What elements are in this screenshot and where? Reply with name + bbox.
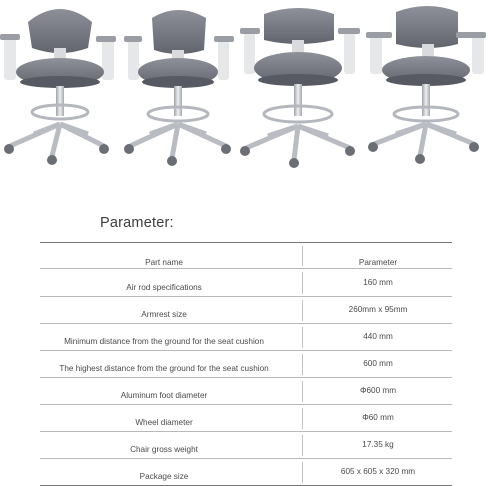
- column-separator: [302, 462, 303, 483]
- table-rule: [40, 296, 452, 297]
- row-value: Φ600 mm: [359, 386, 397, 395]
- row-value: 605 x 605 x 320 mm: [340, 467, 416, 476]
- column-separator: [302, 381, 303, 402]
- row-name: Air rod specifications: [126, 283, 202, 292]
- table-rule: [40, 377, 452, 378]
- column-separator: [302, 327, 303, 348]
- row-name: The highest distance from the ground for the seat cushion: [59, 364, 269, 373]
- column-separator: [302, 300, 303, 321]
- row-name: Wheel diameter: [135, 418, 193, 427]
- row-value: 440 mm: [363, 332, 393, 341]
- column-separator: [302, 408, 303, 429]
- product-photos: [0, 0, 488, 178]
- row-name: Aluminum foot diameter: [120, 391, 208, 400]
- row-name: Chair gross weight: [130, 445, 198, 454]
- table-rule: [40, 242, 452, 243]
- chair-2-image: [124, 10, 234, 166]
- row-value: 160 mm: [363, 278, 393, 287]
- chair-photo-strip: [0, 0, 488, 178]
- row-value: Φ60 mm: [362, 413, 394, 422]
- table-rule: [40, 431, 452, 432]
- column-separator: [302, 272, 303, 294]
- chair-4-image: [366, 6, 486, 164]
- column-separator: [302, 354, 303, 375]
- row-value: 600 mm: [363, 359, 393, 368]
- table-rule: [40, 323, 452, 324]
- header-parameter: Parameter: [358, 258, 398, 267]
- row-name: Minimum distance from the ground for the seat cushion: [64, 337, 264, 346]
- header-part-name: Part name: [145, 258, 183, 267]
- column-separator: [302, 435, 303, 456]
- parameter-heading: Parameter:: [100, 215, 174, 231]
- table-rule: [40, 268, 452, 269]
- chair-1-image: [0, 9, 116, 165]
- table-rule: [40, 404, 452, 405]
- table-rule: [40, 458, 452, 459]
- chair-3-image: [240, 8, 360, 168]
- table-rule: [40, 350, 452, 351]
- row-value: 260mm x 95mm: [348, 305, 408, 314]
- row-name: Package size: [139, 472, 189, 481]
- row-name: Armrest size: [141, 310, 187, 319]
- row-value: 17.35 kg: [362, 440, 394, 449]
- column-separator: [302, 246, 303, 266]
